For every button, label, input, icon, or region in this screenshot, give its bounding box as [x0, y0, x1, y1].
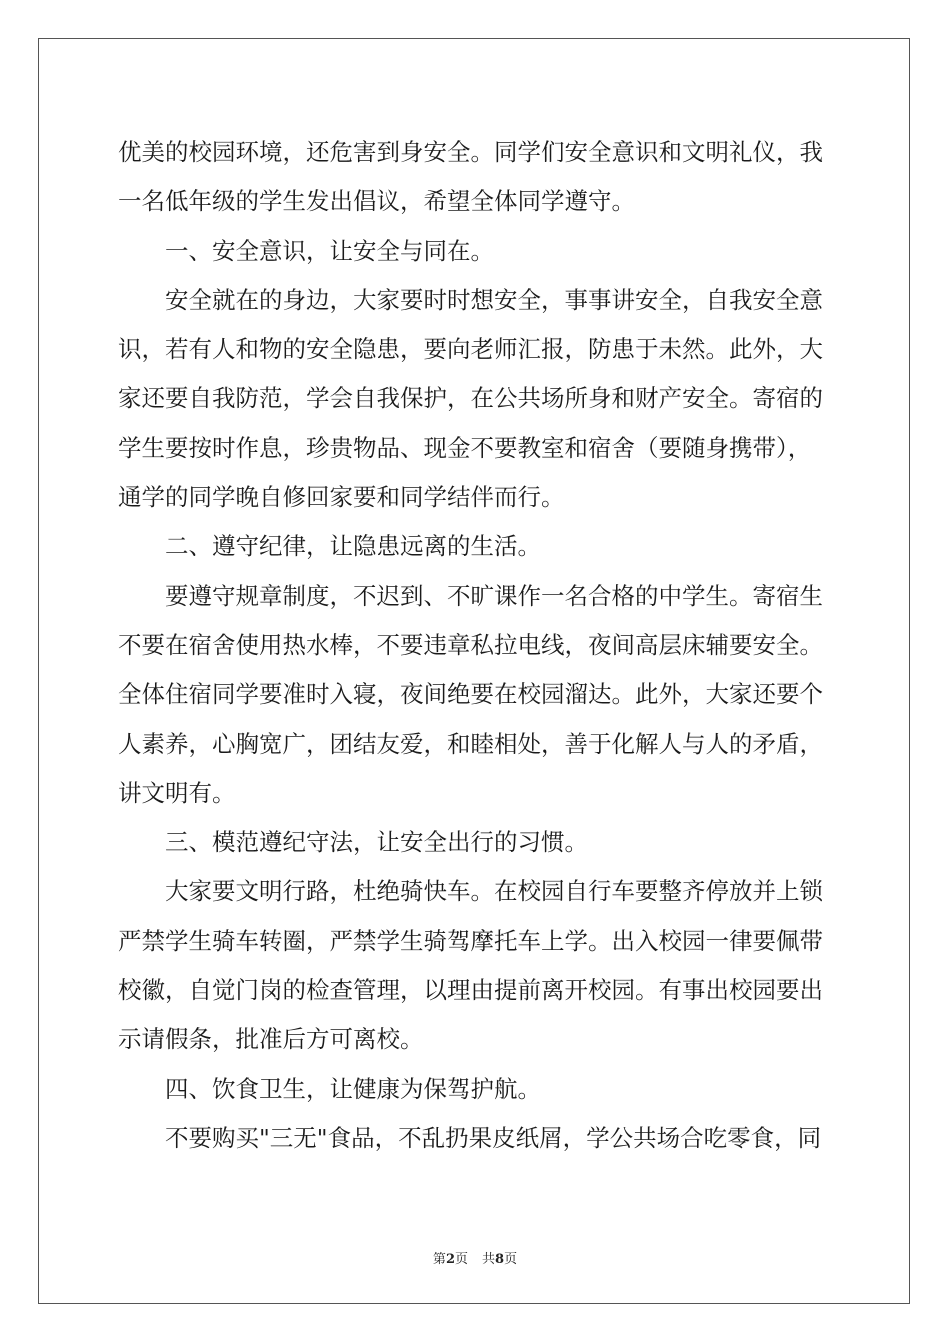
text-line: 不要在宿舍使用热水棒，不要违章私拉电线，夜间高层床辅要安全。 — [118, 630, 823, 659]
total-label-prefix: 共 — [482, 1252, 496, 1267]
text-line: 二、遵守纪律，让隐患远离的生活。 — [165, 532, 541, 561]
page-label-prefix: 第 — [432, 1252, 446, 1267]
text-line: 一、安全意识，让安全与同在。 — [165, 236, 494, 265]
text-line: 安全就在的身边，大家要时时想安全，事事讲安全，自我安全意 — [165, 285, 823, 314]
total-page-number: 8 — [495, 1252, 505, 1267]
total-label-suffix: 页 — [504, 1252, 518, 1267]
text-line: 家还要自我防范，学会自我保护，在公共场所身和财产安全。寄宿的 — [118, 384, 823, 413]
text-line: 大家要文明行路，杜绝骑快车。在校园自行车要整齐停放并上锁 — [165, 877, 823, 906]
text-line: 四、饮食卫生，让健康为保驾护航。 — [165, 1074, 541, 1103]
text-line: 示请假条，批准后方可离校。 — [118, 1025, 424, 1054]
text-line: 通学的同学晚自修回家要和同学结伴而行。 — [118, 483, 565, 512]
text-line: 三、模范遵纪守法，让安全出行的习惯。 — [165, 828, 588, 857]
text-line: 校徽，自觉门岗的检查管理，以理由提前离开校园。有事出校园要出 — [118, 976, 823, 1005]
text-line: 识，若有人和物的安全隐患，要向老师汇报，防患于未然。此外，大 — [118, 335, 823, 364]
text-line: 优美的校园环境，还危害到身安全。同学们安全意识和文明礼仪，我 — [118, 138, 823, 166]
text-line: 全体住宿同学要准时入寝，夜间绝要在校园溜达。此外，大家还要个 — [118, 680, 823, 709]
text-line: 一名低年级的学生发出倡议，希望全体同学遵守。 — [118, 187, 635, 216]
page-footer — [0, 1248, 950, 1267]
text-line: 不要购买"三无"食品，不乱扔果皮纸屑，学公共场合吃零食，同 — [165, 1123, 822, 1152]
document-body — [118, 128, 838, 1163]
text-line: 要遵守规章制度，不迟到、不旷课作一名合格的中学生。寄宿生 — [165, 581, 823, 610]
text-line: 讲文明有。 — [118, 778, 236, 807]
text-line: 人素养，心胸宽广，团结友爱，和睦相处，善于化解人与人的矛盾， — [118, 729, 823, 758]
text-line: 学生要按时作息，珍贵物品、现金不要教室和宿舍（要随身携带）， — [118, 433, 812, 462]
current-page-number: 2 — [445, 1252, 455, 1267]
page-label-suffix: 页 — [454, 1252, 468, 1267]
text-line: 严禁学生骑车转圈，严禁学生骑驾摩托车上学。出入校园一律要佩带 — [118, 926, 823, 955]
